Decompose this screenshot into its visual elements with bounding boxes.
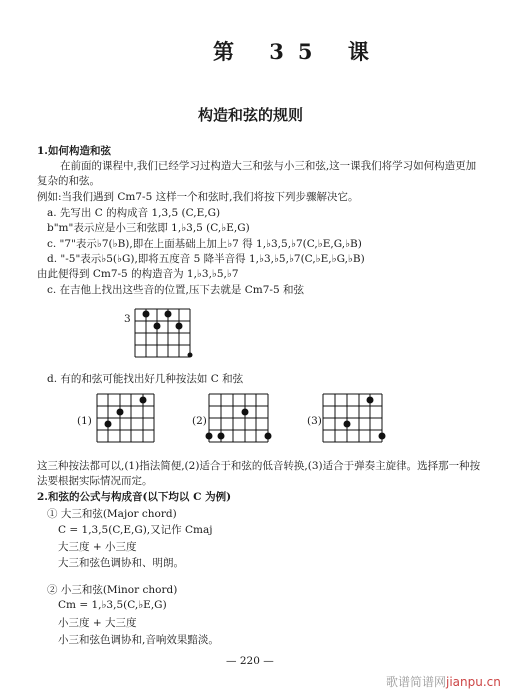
step-d: d. "-5"表示♭5(♭G),即将五度音 5 降半音得 1,♭3,♭5,♭7(C,♭E,♭G,♭B) (47, 253, 365, 265)
summary-line1: 这三种按法都可以,(1)指法简便,(2)适合于和弦的低音转换,(3)适合于弹奏主旋律。选择那一种按 (37, 460, 481, 472)
major-intervals: 大三度 + 小三度 (58, 541, 137, 553)
step-b: b"m"表示应是小三和弦即 1,♭3,5 (C,♭E,G) (47, 222, 250, 234)
result-line: 由此便得到 Cm7-5 的构造音为 1,♭3,♭5,♭7 (37, 268, 239, 280)
diagram-label-3: (3) (307, 415, 322, 427)
example-line: 例如:当我们遇到 Cm7-5 这样一个和弦时,我们将按下列步骤解决它。 (37, 191, 359, 203)
page-number: — 220 — (226, 655, 274, 667)
watermark-left: 歌谱简谱网 (386, 675, 447, 689)
part1-heading: 1.如何构造和弦 (37, 145, 111, 157)
minor-title: ② 小三和弦(Minor chord) (47, 584, 178, 596)
step-d2: d. 有的和弦可能找出好几种按法如 C 和弦 (47, 373, 244, 385)
chord-diagram-cm7-5 (130, 305, 200, 367)
lesson-title: 第 35 课 (213, 39, 383, 64)
step-c: c. "7"表示♭7(♭B),即在上面基础上加上♭7 得 1,♭3,5,♭7(C,♭E,G,♭B) (47, 238, 362, 250)
diagram-label-2: (2) (192, 415, 207, 427)
intro-line1: 在前面的课程中,我们已经学习过构造大三和弦与小三和弦,这一课我们将学习如何构造更加 (60, 160, 477, 172)
step-a: a. 先写出 C 的构成音 1,3,5 (C,E,G) (47, 207, 221, 219)
step-c2: c. 在吉他上找出这些音的位置,压下去就是 Cm7-5 和弦 (47, 284, 304, 296)
part2-heading: 2.和弦的公式与构成音(以下均以 C 为例) (37, 491, 232, 503)
minor-color: 小三和弦色调协和,音响效果黯淡。 (58, 634, 219, 646)
chord-diagram-c-3 (318, 390, 390, 450)
minor-intervals: 小三度 + 大三度 (58, 617, 137, 629)
fret-position-label: 3 (124, 313, 131, 325)
chord-diagram-c-1 (92, 390, 162, 450)
major-title: ① 大三和弦(Major chord) (47, 508, 177, 520)
major-color: 大三和弦色调协和、明朗。 (58, 557, 184, 569)
minor-formula: Cm = 1,♭3,5(C,♭E,G) (58, 599, 167, 611)
chord-diagram-c-2 (204, 390, 276, 450)
watermark-right: jianpu.cn (446, 675, 501, 689)
section-title: 构造和弦的规则 (198, 106, 304, 124)
watermark (386, 673, 501, 690)
major-formula: C = 1,3,5(C,E,G),又记作 Cmaj (58, 524, 213, 536)
diagram-label-1: (1) (77, 415, 92, 427)
intro-line2: 复杂的和弦。 (37, 175, 100, 187)
summary-line2: 法要根据实际情况而定。 (37, 475, 153, 487)
